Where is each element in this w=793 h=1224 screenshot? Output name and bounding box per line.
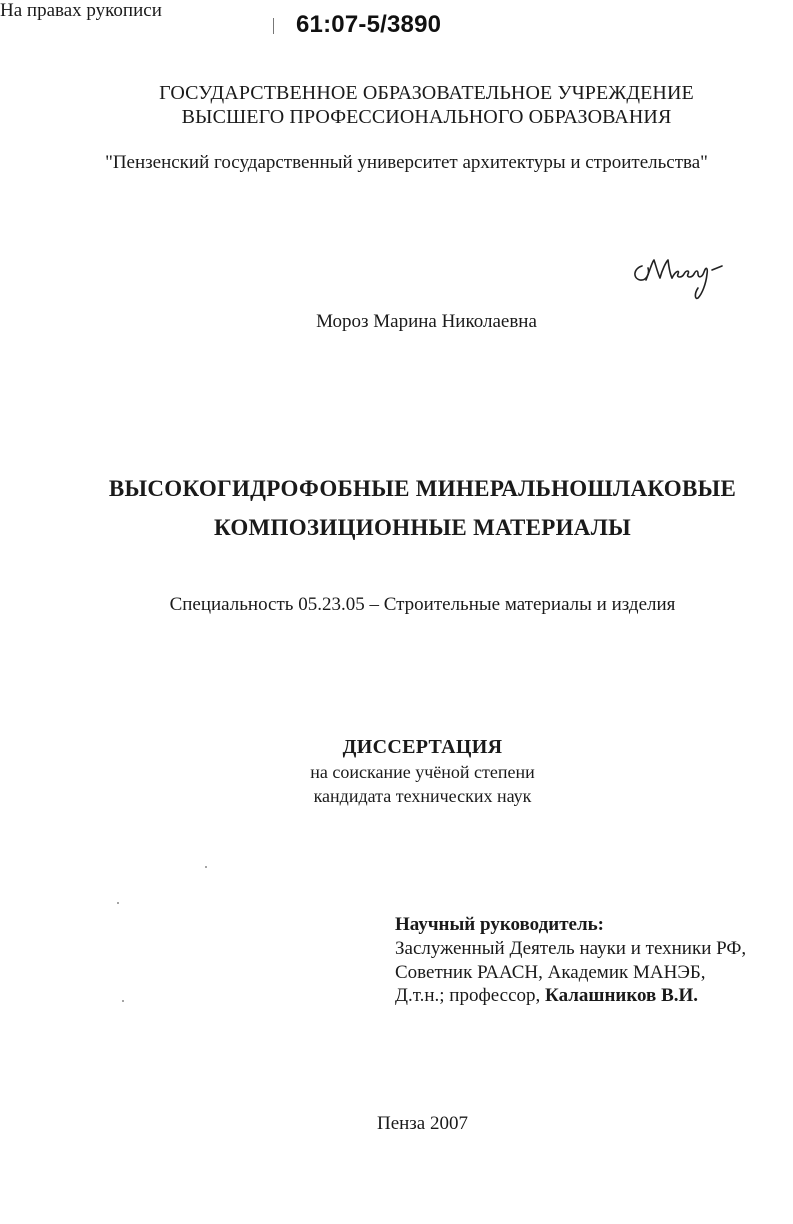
archive-number: 61:07-5/3890: [296, 11, 442, 38]
handwritten-signature-icon: [628, 244, 728, 300]
supervisor-heading: Научный руководитель:: [395, 914, 604, 935]
institution-line-1: ГОСУДАРСТВЕННОЕ ОБРАЗОВАТЕЛЬНОЕ УЧРЕЖДЕНИЕ: [159, 82, 694, 104]
city-year: Пенза 2007: [376, 1113, 468, 1134]
thesis-title-line-1: ВЫСОКОГИДРОФОБНЫЕ МИНЕРАЛЬНОШЛАКОВЫЕ: [108, 476, 737, 501]
university-name: "Пензенский государственный университет архитектуры и строительства": [105, 152, 708, 173]
author-name: Мороз Марина Николаевна: [316, 311, 537, 332]
dissertation-label: ДИССЕРТАЦИЯ: [342, 736, 503, 758]
supervisor-title-line-2: Советник РААСН, Академик МАНЭБ,: [395, 962, 706, 983]
manuscript-rights-note: На правах рукописи: [0, 0, 162, 21]
supervisor-degree: Д.т.н.; профессор,: [395, 985, 546, 1006]
supervisor-name: Калашников В.И.: [545, 985, 699, 1006]
supervisor-title-line-1: Заслуженный Деятель науки и техники РФ,: [395, 938, 747, 959]
scan-speck: [117, 902, 119, 904]
scan-speck: [205, 866, 207, 868]
specialty: Специальность 05.23.05 – Строительные материалы и изделия: [169, 594, 676, 615]
supervisor-title-line-3: [395, 985, 698, 1007]
thesis-title-line-2: КОМПОЗИЦИОННЫЕ МАТЕРИАЛЫ: [213, 515, 632, 540]
scan-mark: [273, 18, 274, 34]
scan-speck: [122, 1000, 124, 1002]
degree-line-2: кандидата технических наук: [313, 786, 532, 806]
degree-line-1: на соискание учёной степени: [310, 762, 535, 782]
institution-line-2: ВЫСШЕГО ПРОФЕССИОНАЛЬНОГО ОБРАЗОВАНИЯ: [181, 106, 672, 128]
